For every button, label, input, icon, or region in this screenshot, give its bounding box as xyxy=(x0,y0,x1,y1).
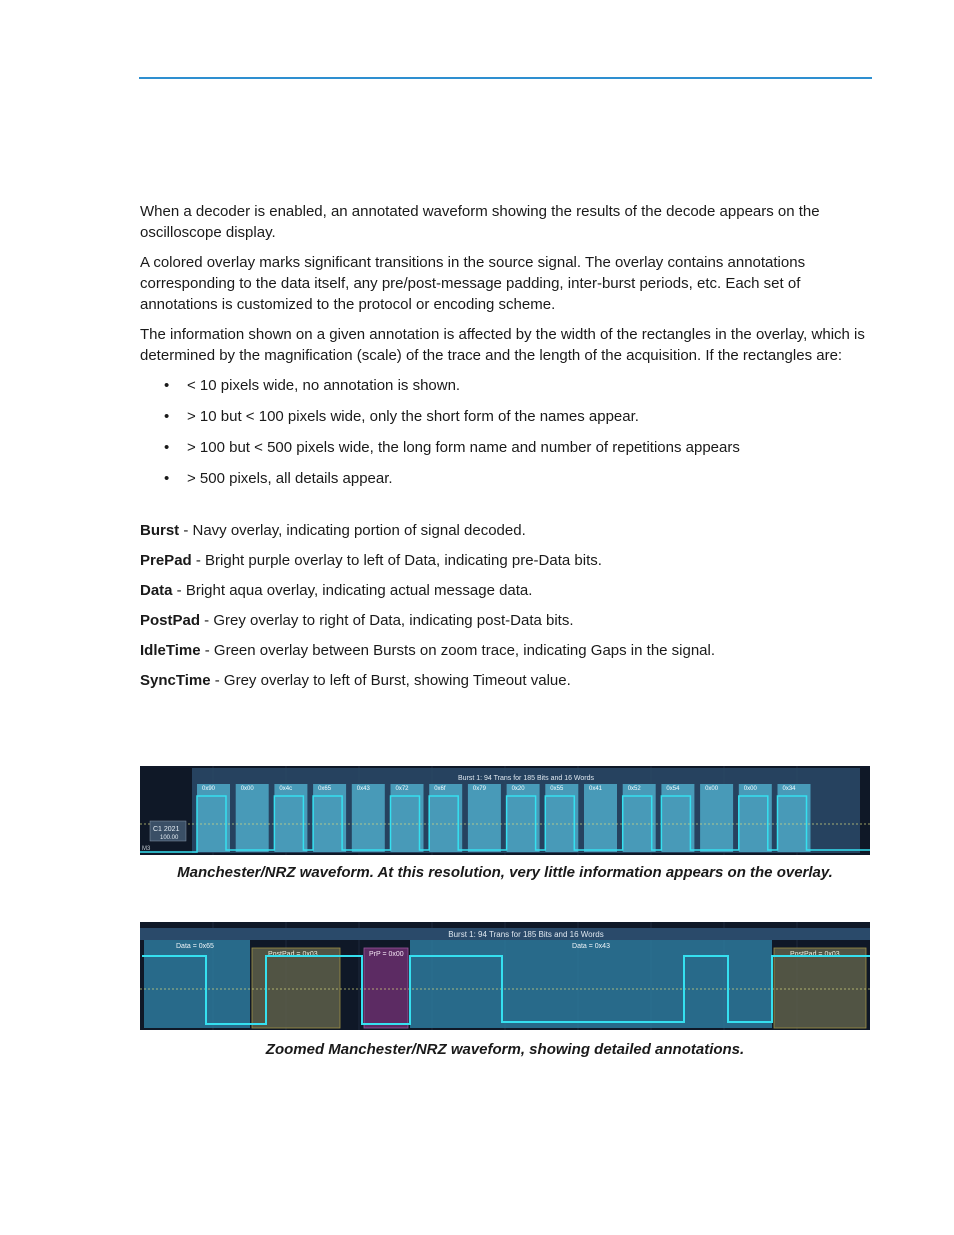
burst-label: Burst 1: 94 Trans for 185 Bits and 16 Words xyxy=(448,930,604,939)
data-cell-label: 0x00 xyxy=(240,786,254,792)
waveform-figure-2 xyxy=(140,922,870,1030)
data-cell-label: 0x34 xyxy=(782,786,796,792)
postpad-overlay-2 xyxy=(774,948,866,1028)
definition-synctime: SyncTime - Grey overlay to left of Burst, showing Timeout value. xyxy=(140,672,571,689)
data-cell-label: 0x72 xyxy=(395,786,409,792)
overlay-definitions xyxy=(140,520,870,691)
intro-paragraph-3: The information shown on a given annotation is affected by the width of the rectangles in the overlay, which is determined by the magnification (scale) of the trace and the length of the acquisition. If the rectangles are: xyxy=(140,326,865,364)
data-cell-label: 0x54 xyxy=(666,786,680,792)
data-cell xyxy=(274,784,307,852)
waveform-2-svg xyxy=(140,922,870,1030)
bullet-icon: • xyxy=(164,439,170,456)
data-cell-label: 0x43 xyxy=(356,786,370,792)
channel-scale: 100.00 xyxy=(160,835,179,841)
definition-postpad: PostPad - Grey overlay to right of Data, indicating post-Data bits. xyxy=(140,612,574,629)
prepad-label: PrP = 0x00 xyxy=(369,951,404,958)
data-cell-label: 0x55 xyxy=(550,786,564,792)
data-cell-label: 0x00 xyxy=(705,786,719,792)
data-cell xyxy=(661,784,694,852)
data-cell xyxy=(778,784,811,852)
caption-2: Zoomed Manchester/NRZ waveform, showing detailed annotations. xyxy=(265,1041,745,1058)
data-cell xyxy=(391,784,424,852)
data-cell xyxy=(584,784,617,852)
data-cell xyxy=(700,784,733,852)
data-cell-label: 0x4c xyxy=(279,786,293,792)
postpad-label-2: PostPad = 0x03 xyxy=(790,951,840,958)
definition-prepad: PrePad - Bright purple overlay to left of Data, indicating pre-Data bits. xyxy=(140,552,602,569)
header-rule xyxy=(139,77,872,79)
caption-1: Manchester/NRZ waveform. At this resolution, very little information appears on the overlay. xyxy=(177,864,833,881)
list-item: • < 10 pixels wide, no annotation is shown. xyxy=(164,377,461,394)
channel-label: C1 2021 xyxy=(153,826,180,833)
definition-data: Data - Bright aqua overlay, indicating actual message data. xyxy=(140,582,533,599)
waveform-figure-1 xyxy=(140,766,870,855)
bullet-icon: • xyxy=(164,377,170,394)
bullet-icon: • xyxy=(164,408,170,425)
corner-label: M3 xyxy=(142,846,151,852)
data-cell xyxy=(739,784,772,852)
data-cell-label: 0x00 xyxy=(743,786,757,792)
definition-idletime: IdleTime - Green overlay between Bursts on zoom trace, indicating Gaps in the signal. xyxy=(140,642,716,659)
data-cell-label: 0x79 xyxy=(472,786,486,792)
data-cell xyxy=(545,784,578,852)
data-label-1: Data = 0x65 xyxy=(176,943,214,950)
data-cell xyxy=(468,784,501,852)
data-cell xyxy=(429,784,462,852)
intro-paragraph-1: When a decoder is enabled, an annotated waveform showing the results of the decode appears on the oscilloscope display. xyxy=(140,203,820,241)
data-label-2: Data = 0x43 xyxy=(572,943,610,950)
data-cell-label: 0x90 xyxy=(202,786,216,792)
intro-paragraph-2: A colored overlay marks significant transitions in the source signal. The overlay contains annotations corresponding to the data itself, any pre/post-message padding, inter-burst periods, etc. Each set of annotations is customized to the protocol or encoding scheme. xyxy=(140,254,806,313)
postpad-label-1: PostPad = 0x03 xyxy=(268,951,318,958)
burst-label: Burst 1: 94 Trans for 185 Bits and 16 Words xyxy=(457,775,595,782)
data-cell-label: 0x65 xyxy=(318,786,332,792)
data-cell xyxy=(352,784,385,852)
list-item: • > 10 but < 100 pixels wide, only the short form of the names appear. xyxy=(164,408,639,425)
list-item: • > 500 pixels, all details appear. xyxy=(164,470,393,487)
data-cell-label: 0x41 xyxy=(589,786,603,792)
width-rules-list xyxy=(140,375,870,489)
data-cell xyxy=(623,784,656,852)
data-cell-label: 0x20 xyxy=(511,786,525,792)
data-cell-label: 0x6f xyxy=(434,786,446,792)
bullet-icon: • xyxy=(164,470,170,487)
definition-burst: Burst - Navy overlay, indicating portion of signal decoded. xyxy=(140,522,526,539)
waveform-1-svg xyxy=(140,766,870,855)
data-overlay-2 xyxy=(410,940,772,1028)
list-item: • > 100 but < 500 pixels wide, the long form name and number of repetitions appears xyxy=(164,439,740,456)
main-content xyxy=(140,201,870,700)
data-overlay-1 xyxy=(144,940,250,1028)
prepad-overlay xyxy=(364,948,408,1028)
data-cell xyxy=(507,784,540,852)
data-cell xyxy=(313,784,346,852)
data-cell xyxy=(236,784,269,852)
data-cell xyxy=(197,784,230,852)
data-cell-label: 0x52 xyxy=(627,786,641,792)
